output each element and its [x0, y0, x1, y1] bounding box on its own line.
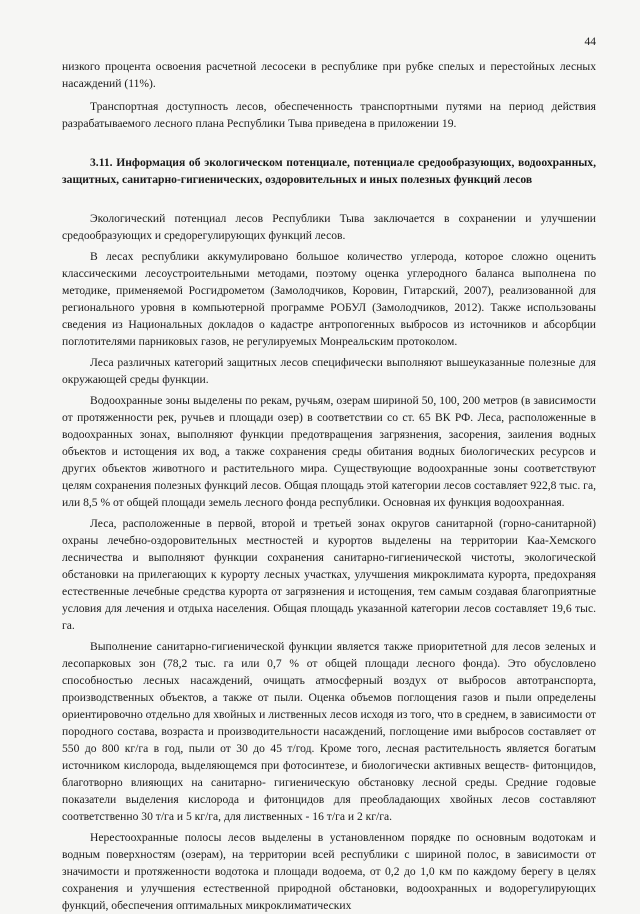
body-paragraph: Экологический потенциал лесов Республики Тыва заключается в сохранении и улучшении средообразующих и средорегулирующих функций лесов. — [62, 212, 596, 242]
page-content — [62, 58, 596, 914]
body-paragraph: Выполнение санитарно-гигиенической функции является также приоритетной для лесов зеленых и лесопарковых зон (78,2 тыс. га или 0,7 % от общей площади лесного фонда). Это обусловлено способностью лесных насаждений, очищать атмосферный воздух от выбросов автотранспорта, производственных объектов, а также от пыли. Оценка объемов поглощения газов и пыли определены ориентировочно отдельно для хвойных и лиственных лесов исходя из того, что в среднем, в зависимости от породного состава, возраста и производительности насаждений, поглощение ими выбросов составляет от 550 до 800 кг/га в год, пыли от 30 до 45 т/год. Кроме того, лесная растительность является богатым источником кислорода, выделяющемся при фотосинтезе, и биологически активных веществ- фитонцидов, благотворно влияющих на санитарно- гигиеническую обстановку лесной среды. Средние годовые показатели выделения кислорода и фитонцидов для преобладающих хвойных лесов составляют соответственно 30 т/га и 5 кг/га, для лиственных - 16 т/га и 2 кг/га. — [62, 640, 596, 823]
body-paragraph: Водоохранные зоны выделены по рекам, ручьям, озерам шириной 50, 100, 200 метров (в зависимости от протяженности рек, ручьев и площади озер) в соответствии со ст. 65 ВК РФ. Леса, расположенные в водоохранных зонах, выполняют функции предотвращения загрязнения, засорения, заиления водных объектов и истощения их вод, а также сохранения среды обитания водных биологических ресурсов и других объектов животного и растительного мира. Существующие водоохранные зоны соответствуют целям сохранения полезных функций лесов. Общая площадь этой категории лесов составляет 922,8 тыс. га, или 8,5 % от общей площади земель лесного фонда республики. Основная их функция водоохранная. — [62, 394, 596, 509]
section-heading: 3.11. Информация об экологическом потенциале, потенциале средообразующих, водоохранных, защитных, санитарно-гигиенических, оздоровительных и иных полезных функций лесов — [62, 156, 596, 186]
body-paragraph: Леса, расположенные в первой, второй и третьей зонах округов санитарной (горно-санитарной) охраны лечебно-оздоровительных местностей и курортов выделены на территории Каа-Хемского лесничества и выполняют функции сохранения санитарно-гигиенической чистоты, экологической обстановки на прилегающих к курорту лесных участках, улучшения микроклимата курорта, предохраняя естественные лечебные средства курорта от загрязнения и истощения, тем самым создавая благоприятные условия для лечения и отдыха населения. Общая площадь указанной категории лесов составляет 19,6 тыс. га. — [62, 517, 596, 632]
body-paragraph: Нерестоохранные полосы лесов выделены в установленном порядке по основным водотокам и водным поверхностям (озерам), на территории всей республики с шириной полос, в зависимости от значимости и протяженности водотока и площади водоема, от 0,2 до 1,0 км по каждому берегу в целях сохранения и улучшения естественной природной обстановки, водоохранных и водорегулирующих функций, обеспечения оптимальных микроклиматических — [62, 831, 596, 912]
body-paragraph: В лесах республики аккумулировано большое количество углерода, которое сложно оценить классическими лесоустроительными методами, поэтому оценка углеродного баланса выполнена по методике, применяемой Росгидрометом (Замолодчиков, Коровин, Гитарский, 2007), реализованной для регионального уровня в компьютерной программе РОБУЛ (Замолодчиков, 2012). Также использованы сведения из Национальных докладов о кадастре антропогенных выбросов из источников и абсорбции поглотителями парниковых газов, не регулируемых Монреальским протоколом. — [62, 250, 596, 348]
page-number: 44 — [584, 36, 596, 48]
intro-paragraph-2: Транспортная доступность лесов, обеспеченность транспортными путями на период действия разрабатываемого лесного плана Республики Тыва приведена в приложении 19. — [62, 100, 596, 130]
intro-paragraph-1: низкого процента освоения расчетной лесосеки в республике при рубке спелых и перестойных лесных насаждений (11%). — [62, 60, 596, 90]
body-paragraph: Леса различных категорий защитных лесов специфически выполняют вышеуказанные полезные для окружающей среды функции. — [62, 356, 596, 386]
